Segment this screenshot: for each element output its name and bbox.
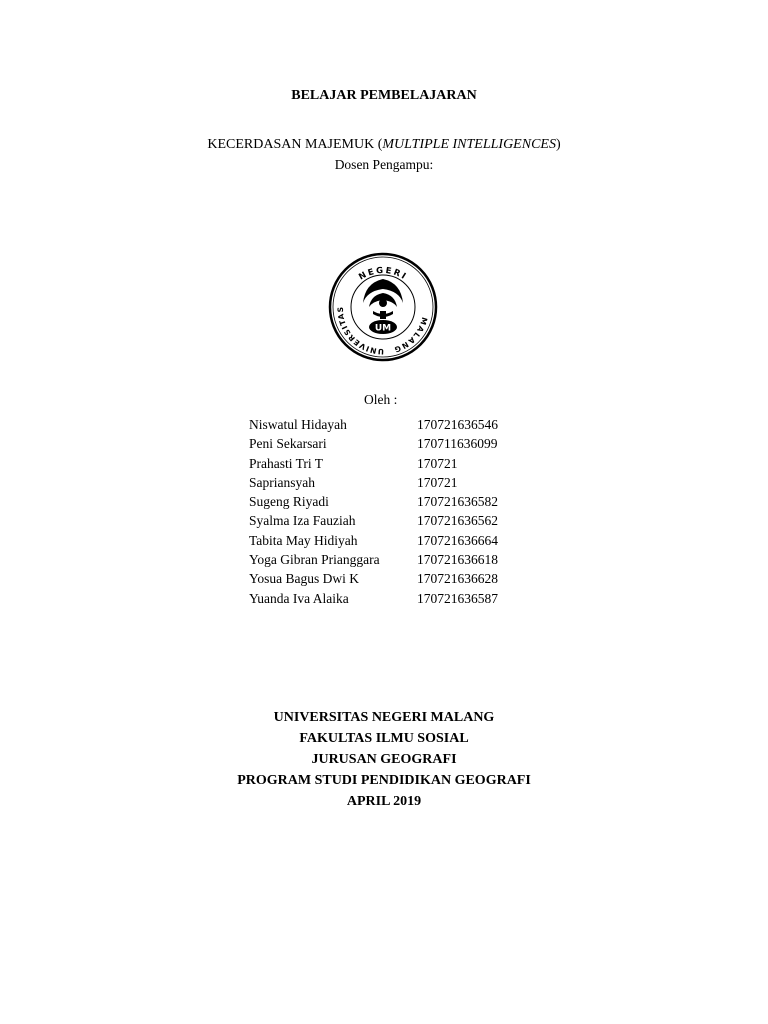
seal-monogram: UM <box>374 323 392 334</box>
subtitle-prefix: KECERDASAN MAJEMUK ( <box>207 137 383 152</box>
member-nim: 170721 <box>417 474 458 490</box>
department-name: JURUSAN GEOGRAFI <box>311 752 457 767</box>
member-row <box>249 415 498 434</box>
member-name: Peni Sekarsari <box>249 436 327 452</box>
member-nim: 170721636582 <box>417 494 498 510</box>
member-name: Syalma Iza Fauziah <box>249 513 356 529</box>
member-nim: 170711636099 <box>417 436 498 452</box>
member-list <box>249 415 498 608</box>
member-name: Sapriansyah <box>249 474 315 490</box>
member-name: Niswatul Hidayah <box>249 417 347 432</box>
member-name: Sugeng Riyadi <box>249 494 329 510</box>
member-name: Tabita May Hidiyah <box>249 532 358 548</box>
member-name: Yoga Gibran Prianggara <box>249 552 380 568</box>
member-nim: 170721636562 <box>417 513 498 529</box>
member-name: Yuanda Iva Alaika <box>249 590 349 606</box>
document-date: APRIL 2019 <box>346 794 422 809</box>
seal-text-left: UNIVERSITAS <box>335 305 385 357</box>
document-title: BELAJAR PEMBELAJARAN <box>291 88 477 103</box>
by-label: Oleh : <box>364 392 398 407</box>
member-row <box>249 473 498 492</box>
member-name: Yosua Bagus Dwi K <box>249 571 360 587</box>
seal-text-top: NEGERI <box>357 265 409 283</box>
member-row <box>249 569 498 588</box>
seal-text-right: MALANG <box>392 316 430 355</box>
subtitle-italic: MULTIPLE INTELLIGENCES <box>382 137 556 152</box>
faculty-name: FAKULTAS ILMU SOSIAL <box>299 731 469 746</box>
member-row <box>249 511 498 530</box>
member-row <box>249 550 498 569</box>
member-row <box>249 589 498 608</box>
member-row <box>249 492 498 511</box>
program-name: PROGRAM STUDI PENDIDIKAN GEOGRAFI <box>237 773 531 788</box>
member-nim: 170721 <box>417 455 458 471</box>
member-row <box>249 454 498 473</box>
document-subtitle <box>0 137 768 153</box>
member-nim: 170721636628 <box>417 571 498 587</box>
university-seal-icon <box>327 251 439 363</box>
institution-block <box>0 707 768 812</box>
member-row <box>249 531 498 550</box>
subtitle-suffix: ) <box>555 137 561 152</box>
member-nim: 170721636618 <box>417 552 498 568</box>
member-name: Prahasti Tri T <box>249 455 324 471</box>
member-nim: 170721636546 <box>417 417 498 432</box>
member-row <box>249 434 498 453</box>
member-nim: 170721636664 <box>417 532 498 548</box>
member-nim: 170721636587 <box>417 590 498 606</box>
university-name: UNIVERSITAS NEGERI MALANG <box>273 710 495 725</box>
lecturer-label: Dosen Pengampu: <box>334 157 434 172</box>
